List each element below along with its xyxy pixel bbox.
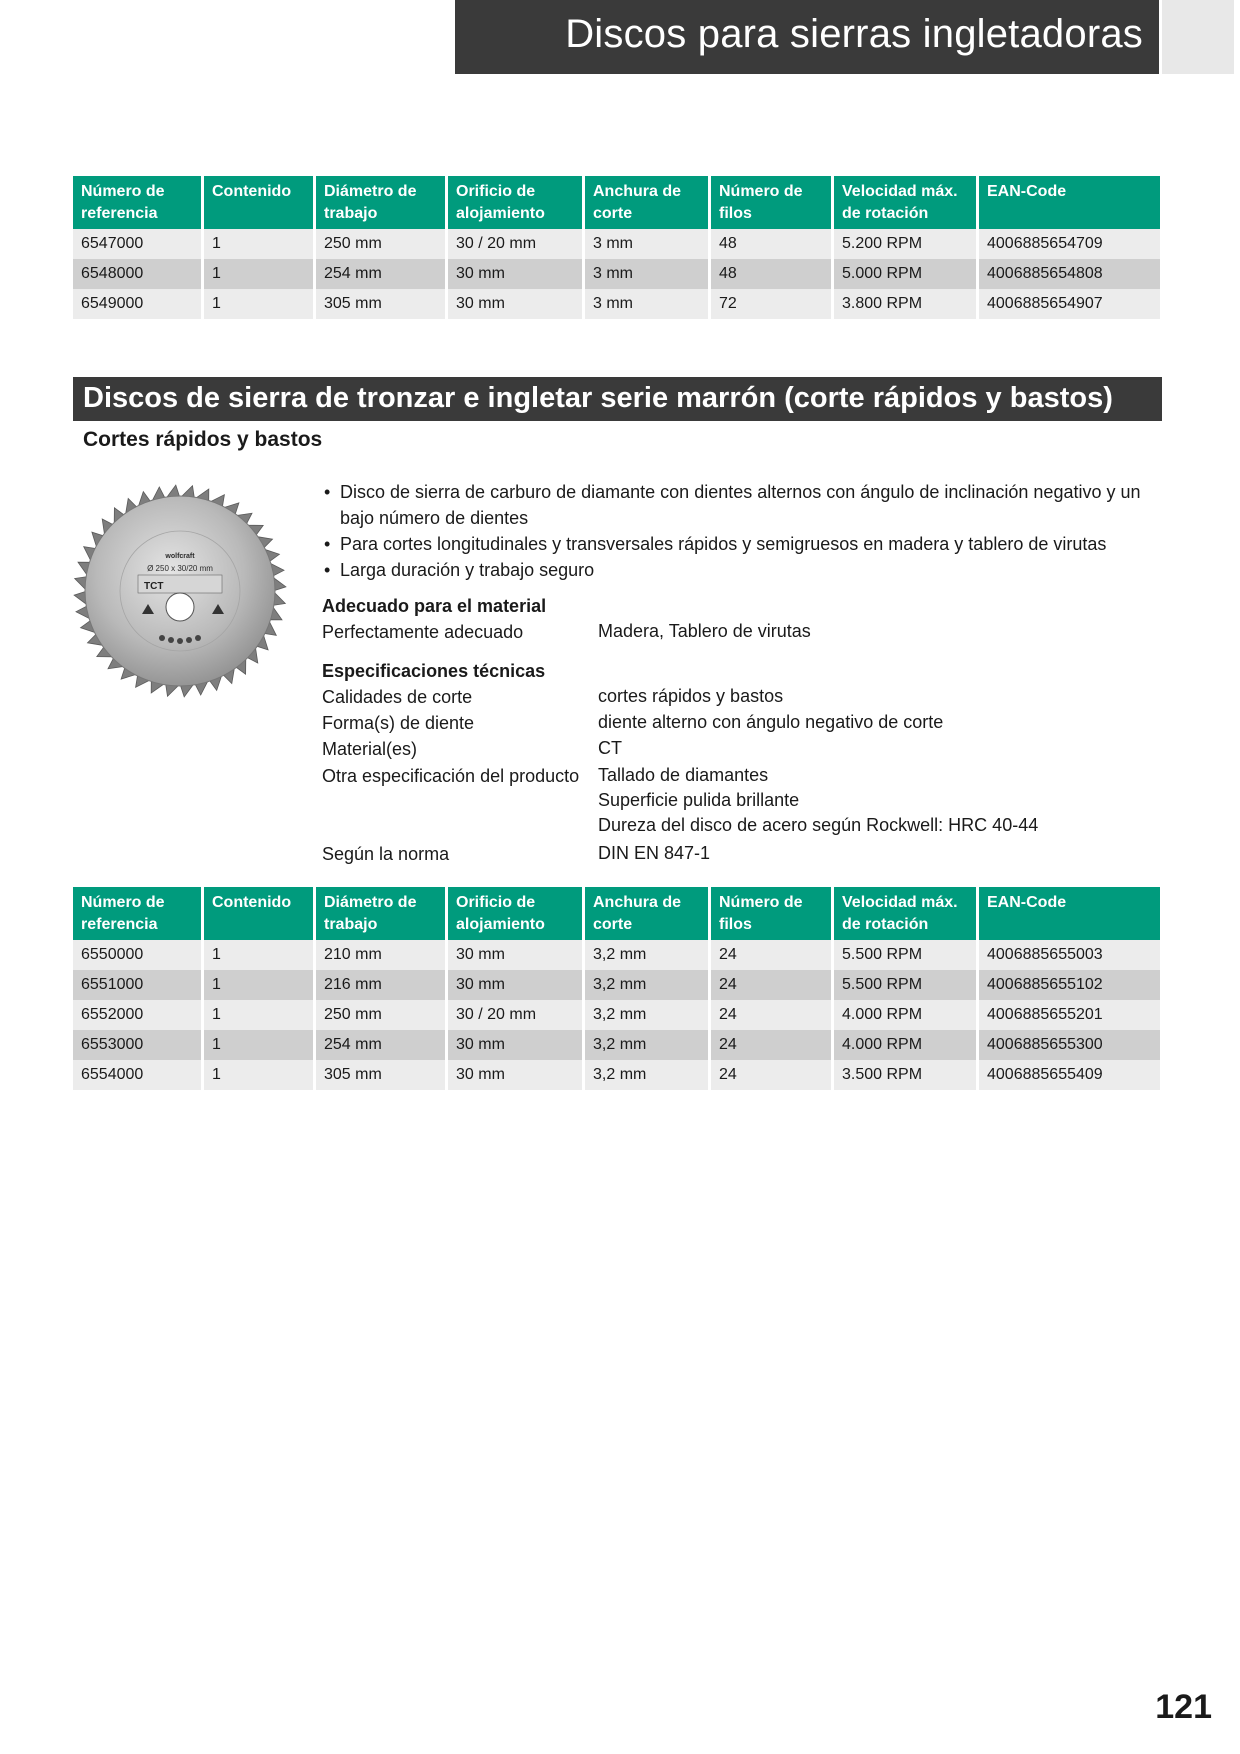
- cell-referencia: 6552000: [73, 1000, 204, 1030]
- cell-anchura: 3,2 mm: [585, 940, 711, 970]
- spec-value-calidades: cortes rápidos y bastos: [598, 686, 784, 706]
- cell-contenido: 1: [204, 1030, 316, 1060]
- cell-referencia: 6550000: [73, 940, 204, 970]
- table-row: [73, 970, 1160, 1000]
- feature-list: [322, 479, 1152, 583]
- cell-filos: 48: [711, 229, 834, 259]
- col-header-contenido: Contenido: [204, 887, 316, 940]
- product-table-2: [73, 887, 1160, 1090]
- cell-contenido: 1: [204, 940, 316, 970]
- cell-ean: 4006885655201: [979, 1000, 1160, 1030]
- cell-orificio: 30 mm: [448, 1030, 585, 1060]
- cell-contenido: 1: [204, 1000, 316, 1030]
- cell-filos: 24: [711, 970, 834, 1000]
- cell-orificio: 30 mm: [448, 940, 585, 970]
- cell-filos: 24: [711, 1060, 834, 1090]
- cell-ean: 4006885655102: [979, 970, 1160, 1000]
- spec-label-forma: Forma(s) de diente: [322, 713, 475, 733]
- spec-label-material: Material(es): [322, 739, 418, 759]
- cell-velocidad: 4.000 RPM: [834, 1030, 979, 1060]
- cell-filos: 72: [711, 289, 834, 319]
- cell-velocidad: 5.000 RPM: [834, 259, 979, 289]
- cell-ean: 4006885654709: [979, 229, 1160, 259]
- col-header-orificio: Orificio de alojamiento: [448, 176, 585, 229]
- cell-orificio: 30 mm: [448, 289, 585, 319]
- cell-orificio: 30 mm: [448, 1060, 585, 1090]
- cell-anchura: 3 mm: [585, 229, 711, 259]
- page-title: Discos para sierras ingletadoras: [565, 12, 1143, 56]
- cell-diametro: 254 mm: [316, 1030, 448, 1060]
- list-item: • Para cortes longitudinales y transversales rápidos y semigruesos en madera y tablero de virutas: [322, 531, 1152, 557]
- cell-filos: 24: [711, 1030, 834, 1060]
- table-row: [73, 1000, 1160, 1030]
- table-row: [73, 1060, 1160, 1090]
- cell-contenido: 1: [204, 229, 316, 259]
- cell-filos: 24: [711, 940, 834, 970]
- cell-anchura: 3,2 mm: [585, 1000, 711, 1030]
- cell-ean: 4006885654907: [979, 289, 1160, 319]
- spec-label-otra: Otra especificación del producto: [322, 766, 580, 786]
- material-heading: Adecuado para el material: [322, 596, 547, 616]
- list-item: • Larga duración y trabajo seguro: [322, 557, 1152, 583]
- table-row: [73, 1030, 1160, 1060]
- cell-referencia: 6548000: [73, 259, 204, 289]
- cell-diametro: 210 mm: [316, 940, 448, 970]
- cell-orificio: 30 mm: [448, 970, 585, 1000]
- cell-velocidad: 3.800 RPM: [834, 289, 979, 319]
- cell-ean: 4006885655409: [979, 1060, 1160, 1090]
- col-header-anchura: Anchura de corte: [585, 176, 711, 229]
- cell-velocidad: 4.000 RPM: [834, 1000, 979, 1030]
- cell-diametro: 250 mm: [316, 1000, 448, 1030]
- section-subtitle: Cortes rápidos y bastos: [83, 428, 323, 451]
- cell-referencia: 6549000: [73, 289, 204, 319]
- cell-contenido: 1: [204, 259, 316, 289]
- col-header-contenido: Contenido: [204, 176, 316, 229]
- cell-referencia: 6551000: [73, 970, 204, 1000]
- spec-value-otra-2: Superficie pulida brillante: [598, 790, 800, 810]
- col-header-anchura: Anchura de corte: [585, 887, 711, 940]
- header-side-tab: [1162, 0, 1234, 74]
- cell-referencia: 6547000: [73, 229, 204, 259]
- list-item: • Disco de sierra de carburo de diamante con dientes alternos con ángulo de inclinación negativo y un bajo número de dientes: [322, 479, 1152, 531]
- spec-value-material: CT: [598, 738, 622, 758]
- col-header-velocidad: Velocidad máx. de rotación: [834, 887, 979, 940]
- blade-badge: TCT: [144, 581, 164, 592]
- section-title-bar: [73, 377, 1162, 421]
- cell-orificio: 30 mm: [448, 259, 585, 289]
- table-row: [73, 259, 1160, 289]
- col-header-ean: EAN-Code: [979, 887, 1160, 940]
- cell-filos: 48: [711, 259, 834, 289]
- cell-velocidad: 5.500 RPM: [834, 940, 979, 970]
- product-table-1: [73, 176, 1160, 319]
- col-header-velocidad: Velocidad máx. de rotación: [834, 176, 979, 229]
- col-header-orificio: Orificio de alojamiento: [448, 887, 585, 940]
- section-title: Discos de sierra de tronzar e ingletar serie marrón (corte rápidos y bastos): [83, 382, 1113, 414]
- cell-velocidad: 5.200 RPM: [834, 229, 979, 259]
- cell-contenido: 1: [204, 289, 316, 319]
- cell-contenido: 1: [204, 970, 316, 1000]
- cell-ean: 4006885655003: [979, 940, 1160, 970]
- table-row: [73, 229, 1160, 259]
- spec-label-norma: Según la norma: [322, 844, 450, 864]
- blade-size-label: Ø 250 x 30/20 mm: [147, 564, 213, 573]
- blade-brand-label: wolfcraft: [165, 553, 195, 560]
- cell-anchura: 3,2 mm: [585, 1060, 711, 1090]
- cell-diametro: 305 mm: [316, 289, 448, 319]
- spec-value-forma: diente alterno con ángulo negativo de corte: [598, 712, 944, 732]
- cell-diametro: 305 mm: [316, 1060, 448, 1090]
- material-value: Madera, Tablero de virutas: [598, 621, 811, 641]
- table-row: [73, 940, 1160, 970]
- saw-blade-image: [72, 478, 288, 704]
- table-row: [73, 289, 1160, 319]
- col-header-referencia: Número de referencia: [73, 887, 204, 940]
- col-header-filos: Número de filos: [711, 887, 834, 940]
- table-header-row: [73, 887, 1160, 940]
- cell-anchura: 3 mm: [585, 289, 711, 319]
- spec-value-otra-1: Tallado de diamantes: [598, 765, 769, 785]
- col-header-referencia: Número de referencia: [73, 176, 204, 229]
- col-header-ean: EAN-Code: [979, 176, 1160, 229]
- col-header-diametro: Diámetro de trabajo: [316, 887, 448, 940]
- cell-diametro: 254 mm: [316, 259, 448, 289]
- cell-velocidad: 3.500 RPM: [834, 1060, 979, 1090]
- page-header-bar: [455, 0, 1159, 74]
- table-header-row: [73, 176, 1160, 229]
- cell-orificio: 30 / 20 mm: [448, 1000, 585, 1030]
- arbor-hole: [166, 593, 194, 621]
- cell-diametro: 250 mm: [316, 229, 448, 259]
- cell-ean: 4006885654808: [979, 259, 1160, 289]
- spec-value-norma: DIN EN 847-1: [598, 843, 711, 863]
- cell-referencia: 6554000: [73, 1060, 204, 1090]
- cell-ean: 4006885655300: [979, 1030, 1160, 1060]
- cell-anchura: 3 mm: [585, 259, 711, 289]
- cell-contenido: 1: [204, 1060, 316, 1090]
- cell-diametro: 216 mm: [316, 970, 448, 1000]
- cell-anchura: 3,2 mm: [585, 970, 711, 1000]
- col-header-diametro: Diámetro de trabajo: [316, 176, 448, 229]
- cell-orificio: 30 / 20 mm: [448, 229, 585, 259]
- specs-heading: Especificaciones técnicas: [322, 661, 546, 681]
- spec-label-calidades: Calidades de corte: [322, 687, 473, 707]
- cell-velocidad: 5.500 RPM: [834, 970, 979, 1000]
- page-number: 121: [1155, 1688, 1212, 1726]
- col-header-filos: Número de filos: [711, 176, 834, 229]
- spec-value-otra-3: Dureza del disco de acero según Rockwell: HRC 40-44: [598, 815, 1039, 835]
- cell-filos: 24: [711, 1000, 834, 1030]
- cell-referencia: 6553000: [73, 1030, 204, 1060]
- material-label: Perfectamente adecuado: [322, 622, 524, 642]
- cell-anchura: 3,2 mm: [585, 1030, 711, 1060]
